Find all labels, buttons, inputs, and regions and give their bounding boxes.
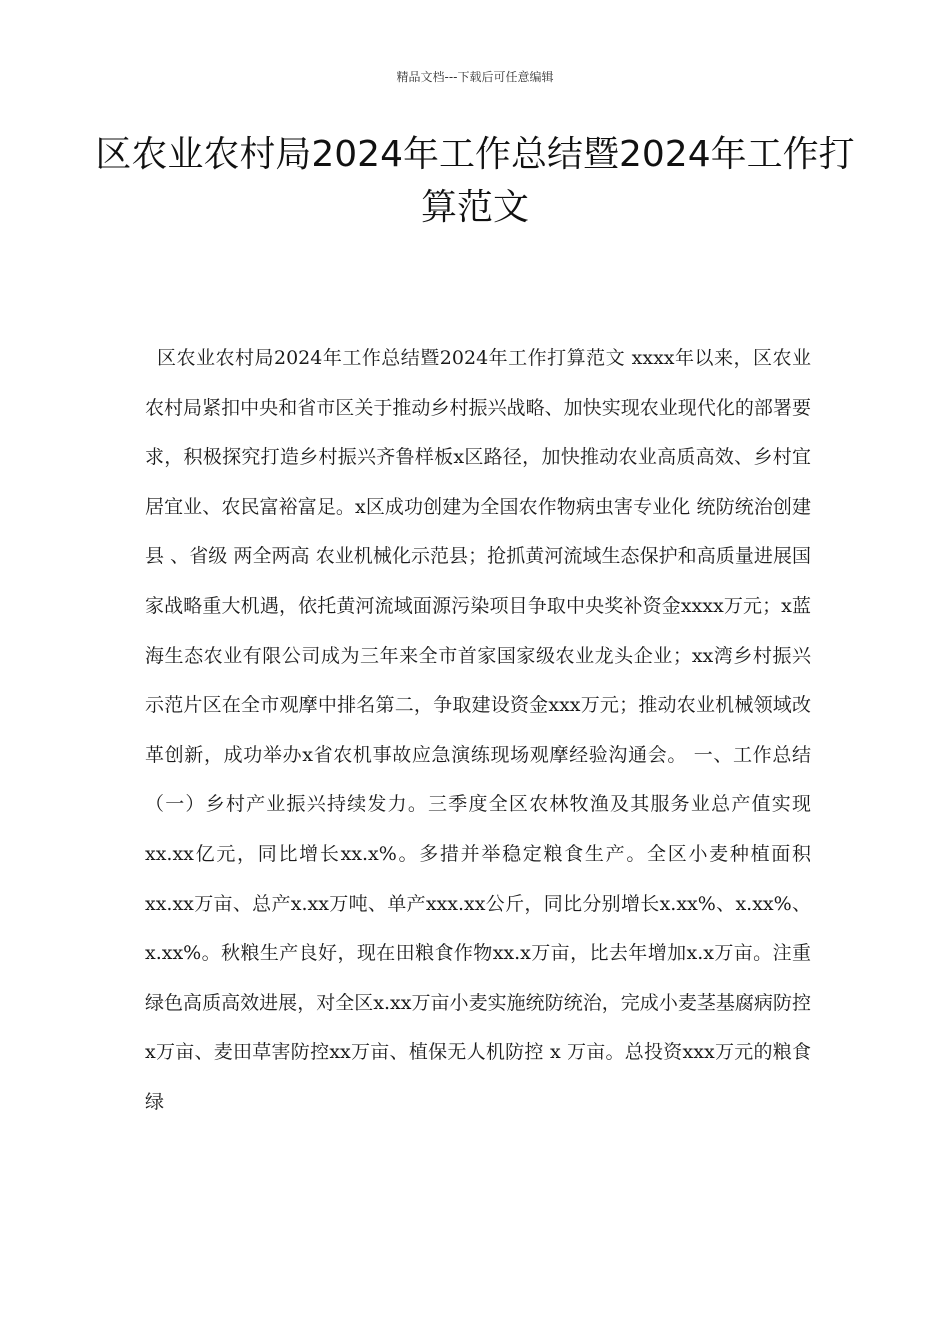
- header-note: 精品文档---下载后可任意编辑: [396, 70, 554, 84]
- document-title: 区农业农村局2024年工作总结暨2024年工作打算范文: [95, 134, 855, 228]
- document-body: 区农业农村局2024年工作总结暨2024年工作打算范文 xxxx年以来，区农业农村局紧扣中央和省市区关于推动乡村振兴战略、加快实现农业现代化的部署要求，积极探究打造乡村振兴齐鲁样板x区路径，加快推动农业高质高效、乡村宜居宜业、农民富裕富足。x区成功创建为全国农作物病虫害专业化 统防统治创建县 、省级 两全两高 农业机械化示范县；抢抓黄河流域生态保护和高质量进展国家战略重大机遇，依托黄河流域面源污染项目争取中央奖补资金xxxx万元；x蓝海生态农业有限公司成为三年来全市首家国家级农业龙头企业；xx湾乡村振兴示范片区在全市观摩中排名第二，争取建设资金xxx万元；推动农业机械领域改革创新，成功举办x省农机事故应急演练现场观摩经验沟通会。 一、工作总结 （一）乡村产业振兴持续发力。三季度全区农林牧渔及其服务业总产值实现xx.xx亿元，同比增长xx.x%。多措并举稳定粮食生产。全区小麦种植面积xx.xx万亩、总产x.xx万吨、单产xxx.xx公斤，同比分别增长x.xx%、x.xx%、x.xx%。秋粮生产良好，现在田粮食作物xx.x万亩，比去年增加x.x万亩。注重绿色高质高效进展，对全区x.xx万亩小麦实施统防统治，完成小麦茎基腐病防控x万亩、麦田草害防控xx万亩、植保无人机防控 x 万亩。总投资xxx万元的粮食绿: [145, 347, 811, 1113]
